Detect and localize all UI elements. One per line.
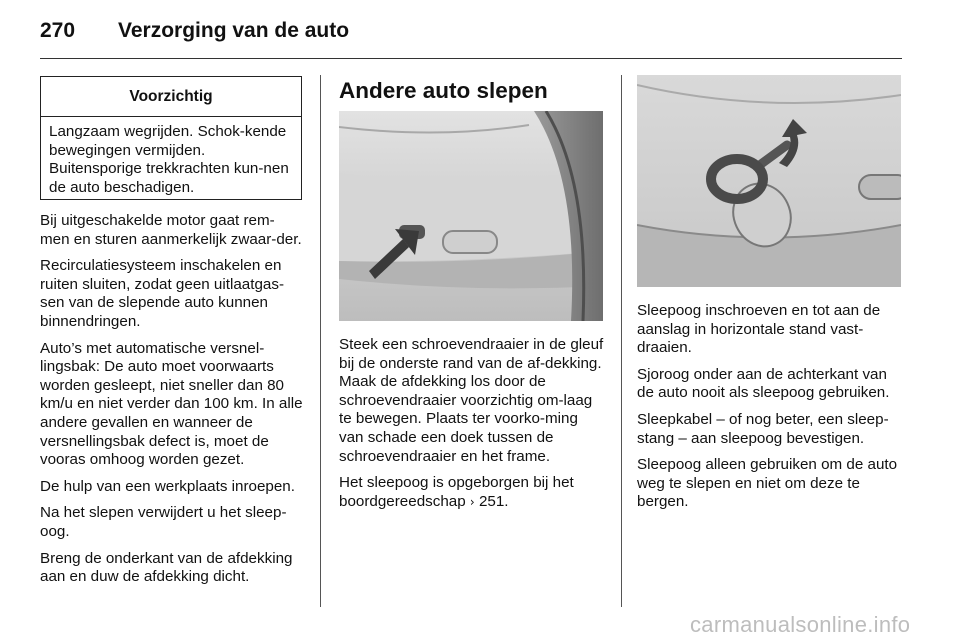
paragraph: Sleepoog inschroeven en tot aan de aanslag in horizontale stand vast-draaien.: [637, 302, 881, 357]
watermark: carmanualsonline.info: [690, 612, 911, 637]
bumper-cover-illustration: [339, 111, 603, 321]
section-title: Andere auto slepen: [339, 78, 548, 103]
paragraph: Sleepkabel – of nog beter, een sleep-stang – aan sleepoog bevestigen.: [637, 410, 889, 447]
page-header: [40, 14, 349, 48]
tow-eye-illustration: [637, 75, 901, 287]
reference-text: Het sleepoog is opgeborgen bij het boordgereedschap: [339, 474, 574, 510]
paragraph: De hulp van een werkplaats inroepen.: [40, 477, 295, 495]
header-rule: [40, 58, 902, 59]
reference-paragraph: [339, 474, 605, 511]
column-3: [637, 302, 902, 520]
caution-box: [40, 76, 302, 200]
caution-title: Voorzichtig: [41, 77, 301, 117]
page-title: Verzorging van de auto: [118, 19, 350, 42]
paragraph: Na het slepen verwijdert u het sleep-oog.: [40, 504, 287, 540]
paragraph: Steek een schroevendraaier in de gleuf bij de onderste rand van de af-dekking. Maak de afdekking los door de schroevendraaier voorzichtig om-laag te bewegen. Plaats ter voorko-ming van schade een doek tussen de schroevendraaier en het frame.: [339, 336, 604, 465]
reference-page: 251.: [478, 492, 509, 510]
paragraph: Sjoroog onder aan de achterkant van de auto nooit als sleepoog gebruiken.: [637, 365, 890, 402]
column-divider-1: [320, 75, 321, 607]
page-number: 270: [40, 19, 76, 42]
column-divider-2: [621, 75, 622, 607]
column-2: [339, 336, 605, 519]
paragraph: Bij uitgeschakelde motor gaat rem-men en sturen aanmerkelijk zwaar-der.: [40, 212, 302, 248]
paragraph: Sleepoog alleen gebruiken om de auto weg te slepen en niet om deze te bergen.: [637, 456, 898, 511]
paragraph: Breng de onderkant van de afdekking aan en duw de afdekking dicht.: [40, 549, 293, 586]
column-1: [40, 212, 303, 595]
caution-body: Langzaam wegrijden. Schok-kende bewegingen vermijden. Buitensporige trekkrachten kun-nen de auto beschadigen.: [49, 123, 289, 196]
cross-reference-icon: ›: [469, 494, 475, 509]
paragraph: Auto’s met automatische versnel-lingsbak: De auto moet voorwaarts worden gesleept, niet sneller dan 80 km/u en niet verder dan 100 km. In alle andere gevallen en wanneer de versnellingsbak defect is, moet de vooras omhoog worden gezet.: [40, 339, 303, 469]
paragraph: Recirculatiesysteem inschakelen en ruiten sluiten, zodat geen uitlaatgas-sen van de slepende auto kunnen binnendringen.: [40, 257, 285, 330]
